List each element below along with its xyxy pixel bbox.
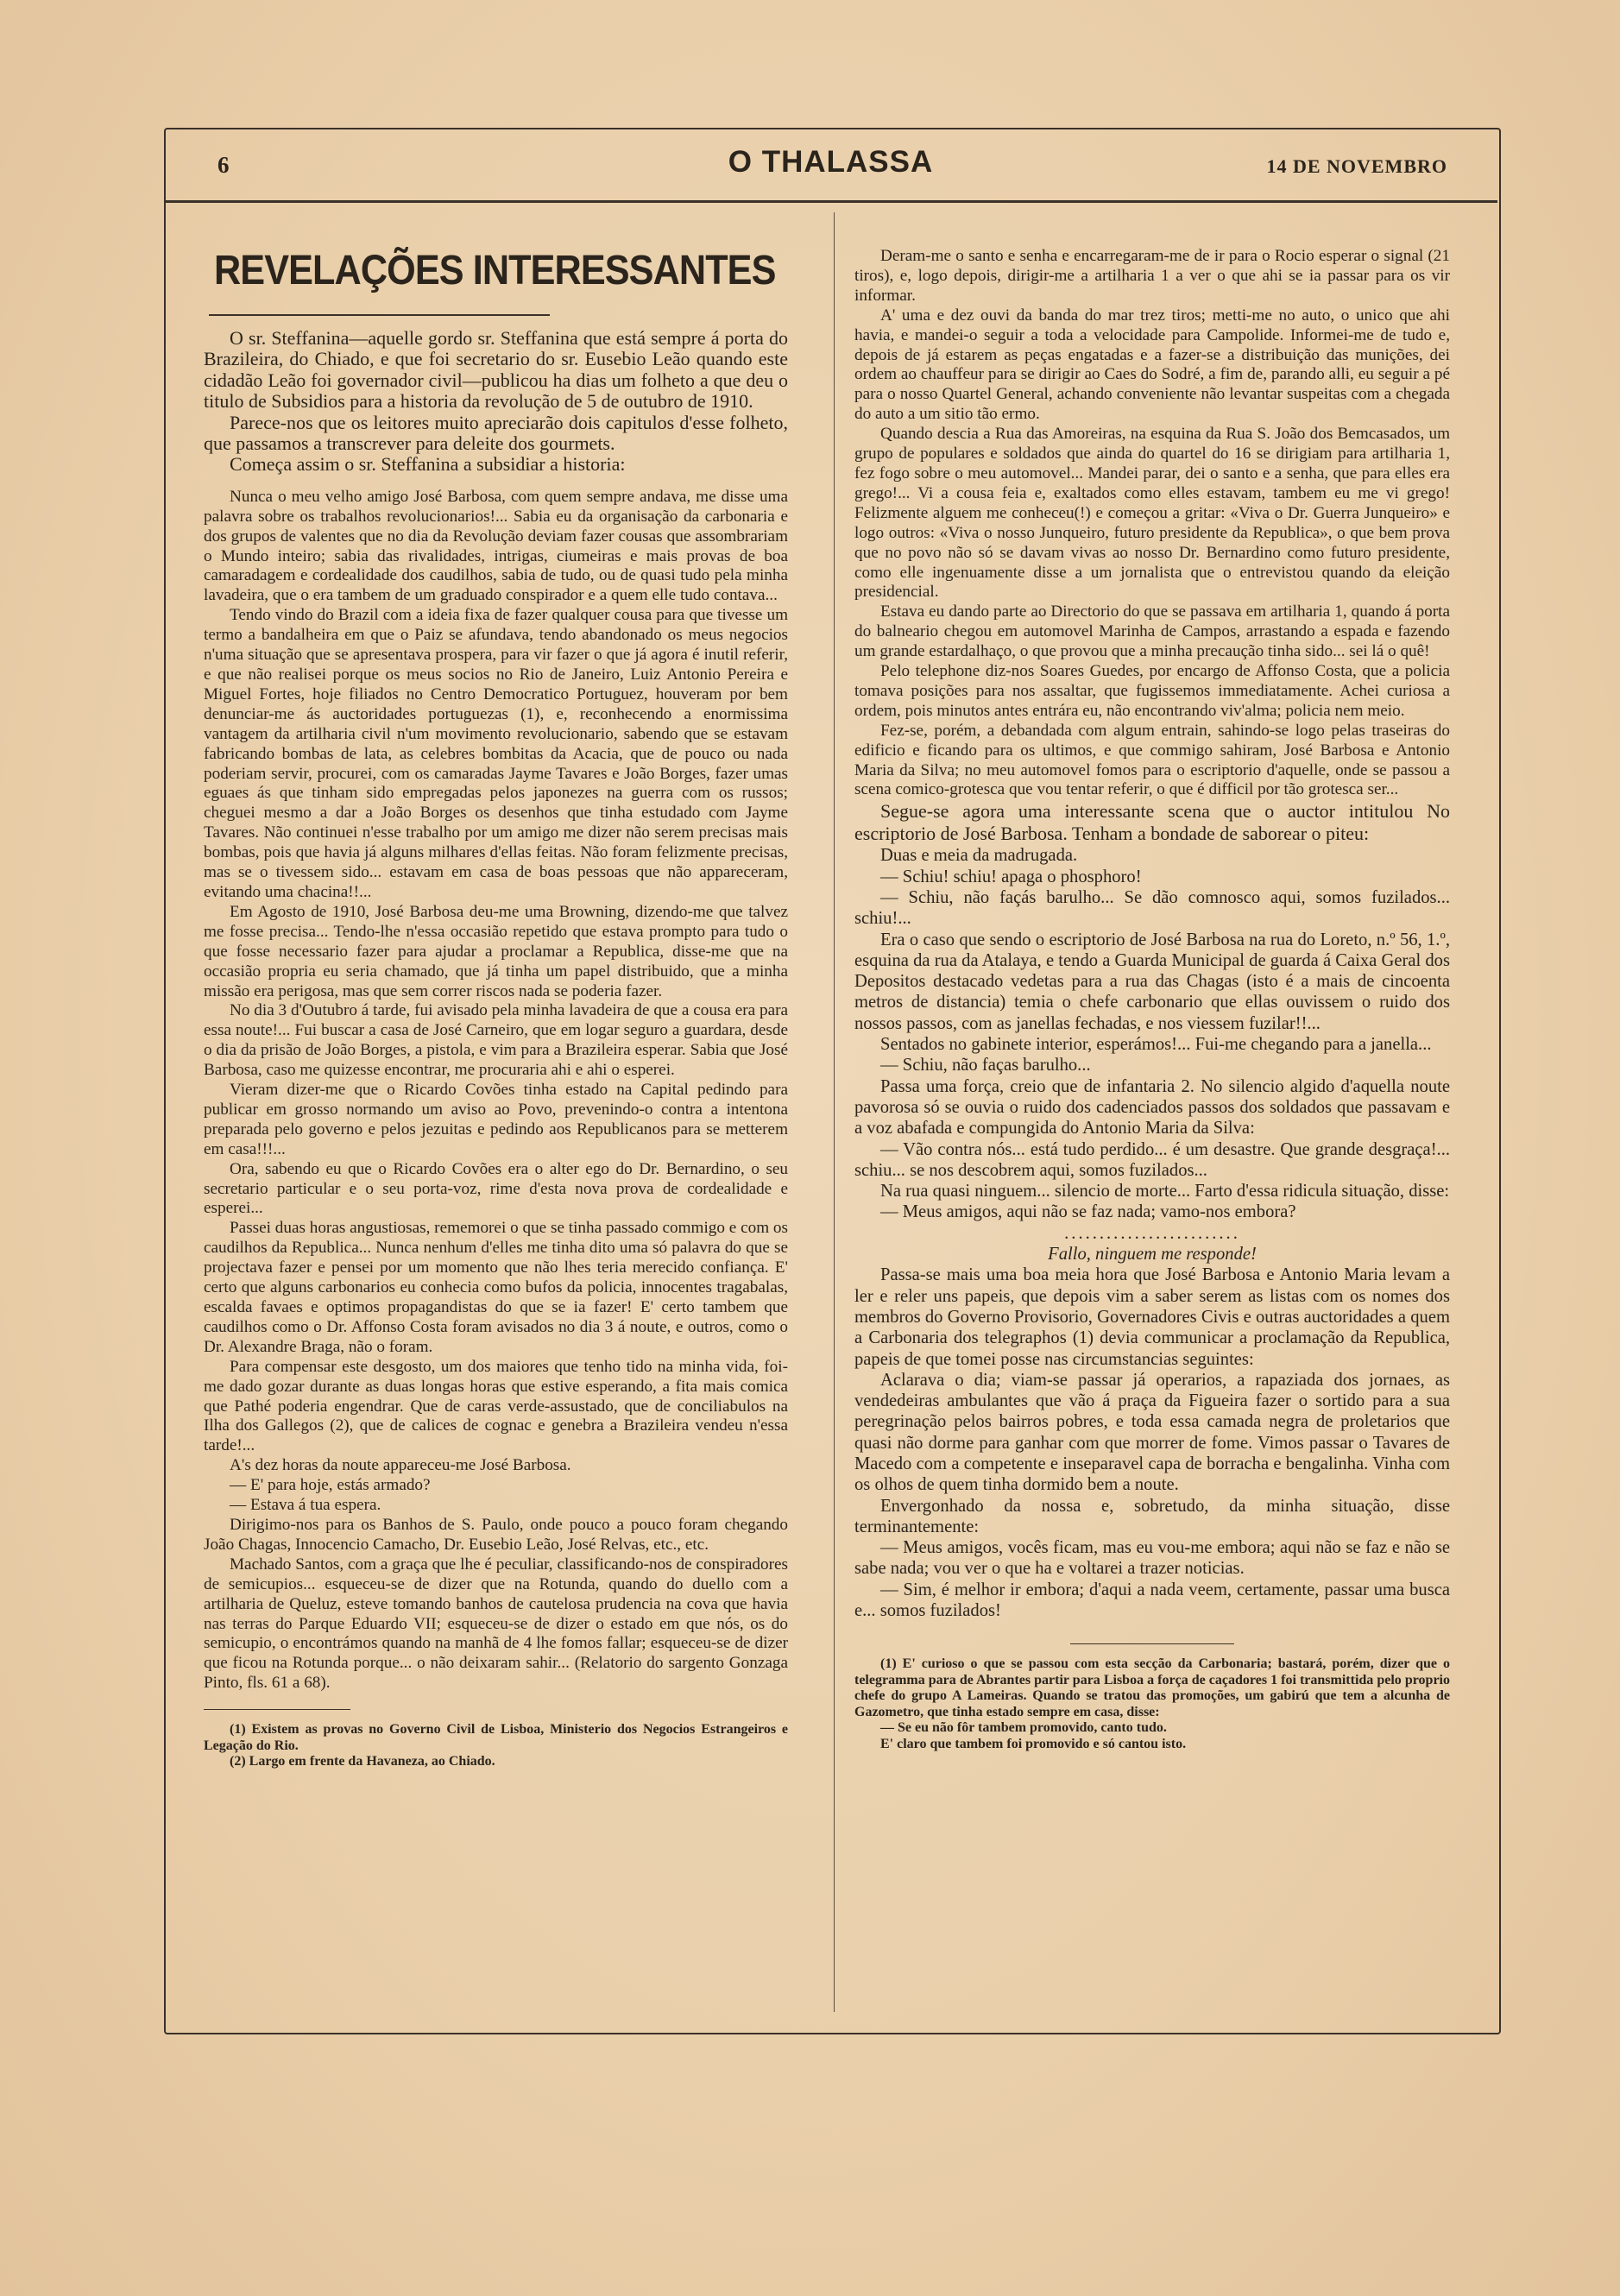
body-paragraph: Fez-se, porém, a debandada com algum entrain, sahindo-se logo pelas traseiras do edificio e ficando para os ultimos, e que commigo sahiram, José Barbosa e Antonio Maria da Silva; no meu automovel fomos para o escriptorio d'aquelle, onde se passou a scena comico-grotesca que vou tentar referir, o que é difficil por tão grotesca ser...: [854, 721, 1450, 799]
footnote: — Se eu não fôr tambem promovido, canto tudo.: [880, 1720, 1167, 1736]
body-paragraph: — E' para hoje, estás armado?: [230, 1476, 431, 1495]
body-paragraph: A' uma e dez ouvi da banda do mar trez tiros; metti-me no auto, o unico que ahi havia, e mandei-o seguir a toda a velocidade para Campolide. Informei-me de tudo e, depois de já estarem as peças engatadas e a fazer-se a distribuição das munições, dei ordem ao chauffeur para se dirigir ao Caes do Sodré, a fim de, parando alli, eu seguir a pé para o nosso Quartel General, achando conveniente não levantar suspeitas com a chegada do auto a um sitio tão ermo.: [854, 306, 1450, 424]
body-paragraph: Ora, sabendo eu que o Ricardo Covões era o alter ego do Dr. Bernardino, o seu secretario particular e o seu porta-voz, rime d'esta nova prova de cordealidade e esperei...: [204, 1159, 788, 1218]
scene-paragraph: — Sim, é melhor ir embora; d'aqui a nada veem, certamente, passar uma busca e... somos fuzilados!: [854, 1580, 1450, 1621]
body-paragraph: Deram-me o santo e senha e encarregaram-me de ir para o Rocio esperar o signal (21 tiros), e, logo depois, dirigir-me a artilharia 1 a ver o que ahi se ia passar para os vir informar.: [854, 247, 1450, 305]
issue-date: 14 DE NOVEMBRO: [1266, 155, 1447, 177]
body-paragraph: Quando descia a Rua das Amoreiras, na esquina da Rua S. João dos Bemcasados, um grupo de populares e soldados que ainda do quartel do 16 se dirigiam para artilharia 1, fez fogo sobre o meu automovel... Mandei parar, dei o santo e a senha, que para elles era grego!... Vi a cousa feia e, exaltados como elles estavam, tambem eu me vi grego! Felizmente alguem me conheceu(!) e começou a gritar: «Viva o Dr. Guerra Junqueiro» e logo outros: «Viva o nosso Junqueiro, futuro presidente da Republica», o que bem prova que no povo não só se davam vivas ao nosso Dr. Bernardino como futuro presidente, como elle ingenuamente disse a um jornalista que o entrevistou quando da eleição presidencial.: [854, 425, 1450, 602]
body-paragraph: Para compensar este desgosto, um dos maiores que tenho tido na minha vida, foi-me dado gozar durante as duas longas horas que estive esperando, a fita mais comica que Pathé poderia engendrar. Que de caras verde-assustado, que de conciliabulos na Ilha dos Gallegos (2), que de calices de cognac e genebra a Brazileira vendeu n'essa tarde!...: [204, 1357, 788, 1455]
intro-paragraph: Parece-nos que os leitores muito apreciarão dois capitulos d'esse folheto, que passamos a transcrever para deleite dos gourmets.: [204, 411, 788, 455]
page-header: [164, 145, 1497, 203]
body-paragraph: — Estava á tua espera.: [230, 1496, 381, 1515]
left-column: [204, 247, 788, 1770]
scene-paragraph: Sentados no gabinete interior, esperámos!... Fui-me chegando para a janella...: [880, 1035, 1432, 1055]
scene-paragraph: — Schiu! schiu! apaga o phosphoro!: [880, 867, 1142, 886]
scene-paragraph: — Schiu, não faças barulho...: [880, 1056, 1091, 1075]
scene-paragraph: Passa-se mais uma boa meia hora que José Barbosa e Antonio Maria levam a ler e reler uns papeis, que depois vim a saber serem as listas com os nomes dos membros do Governo Provisorio, Governadores Civis e outras auctoridades a quem a Carbonaria dos telegraphos (1) devia communicar a proclamação da Republica, papeis de que tomei posse nas circumstancias seguintes:: [854, 1265, 1450, 1369]
scene-paragraph: Passa uma força, creio que de infantaria 2. No silencio algido d'aquella noute pavorosa só se ouvia o ruido dos cadenciados passos dos soldados que passavam e a voz abafada e compungida do Antonio Maria da Silva:: [854, 1076, 1450, 1139]
body-paragraph: No dia 3 d'Outubro á tarde, fui avisado pela minha lavadeira de que a cousa era para essa noute!... Fui buscar a casa de José Carneiro, que em logar seguro a guardara, desde o dia da prisão de João Borges, a pistola, e vim para a Brazileira esperar. Sabia que José Barbosa, caso me quizesse encontrar, me procuraria ahi e ahi o esperei.: [204, 1001, 788, 1080]
scene-paragraph: Era o caso que sendo o escriptorio de José Barbosa na rua do Loreto, n.º 56, 1.º, esquina da rua da Atalaya, e tendo a Guarda Municipal de guarda á Caixa Geral dos Depositos destacado vedetas para a rua das Chagas (isto é a mais de cincoenta metros de distancia) temia o chefe carbonario que ellas ouvissem o ruido dos nossos passos, com as janellas fechadas, e nos viessem fuzilar!!...: [854, 930, 1450, 1033]
footnote: (1) Existem as provas no Governo Civil de Lisboa, Ministerio dos Negocios Estrangeiros e Legação do Rio.: [204, 1722, 788, 1753]
body-paragraph: Machado Santos, com a graça que lhe é peculiar, classificando-nos de conspiradores de semicupios... esqueceu-se de dizer que na Rotunda, quando do duello com a artilharia de Queluz, esteve tomando banhos de cautelosa prudencia na cova que havia nas terras do Parque Eduardo VII; esqueceu-se de dizer o estado em que nós, os do semicupio, o encontrámos quando na manhã de 4 lhe fomos fallar; esqueceu-se de dizer que ficou na Rotunda porque... o não deixaram sahir... (Relatorio do sargento Gonzaga Pinto, fls. 61 a 68).: [204, 1555, 788, 1693]
newspaper-title: O THALASSA: [728, 145, 934, 179]
footnote-rule: [204, 1709, 350, 1710]
footnote: E' claro que tambem foi promovido e só cantou isto.: [880, 1736, 1187, 1751]
right-column: [854, 247, 1450, 1752]
dotted-separator: .........................: [1064, 1223, 1240, 1243]
scene-paragraph: Envergonhado da nossa e, sobretudo, da minha situação, disse terminantemente:: [854, 1496, 1450, 1536]
scene-paragraph: — Meus amigos, aqui não se faz nada; vamo-nos embora?: [880, 1202, 1296, 1222]
scene-paragraph: — Schiu, não façás barulho... Se dão comnosco aqui, somos fuzilados... schiu!...: [854, 887, 1450, 929]
title-underline: [209, 314, 550, 316]
footnote: (1) E' curioso o que se passou com esta secção da Carbonaria; bastará, porém, dizer que o telegramma para de Abrantes partir para Lisboa a força de caçadores 1 foi transmittida pelo proprio chefe do grupo A Lameiras. Quando se tratou das promoções, um gabirú que tem a alcunha de Gazometro, que tinha estado sempre em casa, disse:: [854, 1656, 1450, 1719]
scene-paragraph: Duas e meia da madrugada.: [880, 846, 1078, 866]
scene-paragraph: — Vão contra nós... está tudo perdido... é um desastre. Que grande desgraça!... schiu... se nos descobrem aqui, somos fuzilados...: [854, 1139, 1450, 1180]
intro-paragraph: O sr. Steffanina—aquelle gordo sr. Steffanina que está sempre á porta do Brazileira, do Chiado, e que foi secretario do sr. Eusebio Leão quando este cidadão Leão foi governador civil—publicou ha dias um folheto a que deu o titulo de Subsidios para a historia da revolução de 5 de outubro de 1910.: [204, 327, 788, 413]
body-paragraph: Dirigimo-nos para os Banhos de S. Paulo, onde pouco a pouco foram chegando João Chagas, Innocencio Camacho, Dr. Eusebio Leão, José Relvas, etc., etc.: [204, 1515, 788, 1554]
italic-line: Fallo, ninguem me responde!: [1048, 1245, 1257, 1265]
intro-paragraph: Começa assim o sr. Steffanina a subsidiar a historia:: [230, 453, 626, 476]
body-paragraph: Nunca o meu velho amigo José Barbosa, com quem sempre andava, me disse uma palavra sobre os trabalhos revolucionarios!... Sabia eu da organisação da carbonaria e dos grupos de valentes que no dia da Revolução deviam fazer cousas que assombrariam o Mundo inteiro; sabia das rivalidades, intrigas, ciumeiras e mais provas de boa camaradagem e cordealidade dos caudilhos, sabia de tudo, ou de quasi tudo pela minha lavadeira, que o era tambem de um graduado conspirador e a quem elle tudo contava...: [204, 487, 788, 605]
scene-paragraph: Na rua quasi ninguem... silencio de morte... Farto d'essa ridicula situação, disse:: [880, 1182, 1450, 1202]
scene-paragraph: Aclarava o dia; viam-se passar já operarios, a rapaziada dos jornaes, as vendedeiras ambulantes que vão á praça da Figueira fazer o sortido para a sua peregrinação pelos bairros pobres, e toda essa camada negra de proletarios que quasi não dorme para ganhar com que morrer de fome. Vimos passar o Tavares de Macedo com a competente e inseparavel capa de borracha e bengalinha. Vinha com os olhos de quem tinha dormido bem a noute.: [854, 1370, 1450, 1495]
body-paragraph: Estava eu dando parte ao Directorio do que se passava em artilharia 1, quando á porta do balneario chegou em automovel Marinha de Campos, arrastando a espada e fazendo um grande estardalhaço, o que provou que a minha precaução tinha sido... sei lá o quê!: [854, 602, 1450, 661]
body-paragraph: A's dez horas da noute appareceu-me José Barbosa.: [230, 1456, 571, 1475]
body-paragraph: Vieram dizer-me que o Ricardo Covões tinha estado na Capital pedindo para publicar em grosso normando um aviso ao Povo, prevenindo-o contra a intentona preparada pelo governo e pelos jezuitas e pedindo aos Republicanos para se metterem em casa!!!...: [204, 1081, 788, 1158]
body-paragraph: Passei duas horas angustiosas, rememorei o que se tinha passado commigo e com os caudilhos da Republica... Nunca nenhum d'elles me tinha dito uma só palavra do que se projectava fazer e pensei por um momento que não lhes teria merecido confiança. E' certo que alguns carbonarios eu conhecia como bufos da policia, innocentes tragabalas, escalda favaes e optimos propagandistas do que se ia fazer! E' certo tambem que caudilhos como o Dr. Affonso Costa foram avisados no dia 3 á noute, e outros, como o Dr. Alexandre Braga, não o foram.: [204, 1219, 788, 1356]
scene-paragraph: — Meus amigos, vocês ficam, mas eu vou-me embora; aqui não se faz e não se sabe nada; vou ver o que ha e voltarei a trazer noticias.: [854, 1538, 1450, 1579]
page-number: 6: [217, 152, 230, 178]
column-divider: [834, 212, 835, 2012]
body-paragraph: Em Agosto de 1910, José Barbosa deu-me uma Browning, dizendo-me que talvez me fosse precisa... Tendo-lhe n'essa occasião repetido que estava prompto para tudo o que fosse necessario fazer para ajudar a proclamar a Republica, disse-me que na occasião propria eu seria chamado, que já tinha um papel distribuido, que a minha missão era perigosa, mas que sem correr riscos nada se poderia fazer.: [204, 902, 788, 1000]
scene-intro: Segue-se agora uma interessante scena que o auctor intitulou No escriptorio de José Barbosa. Tenham a bondade de saborear o piteu:: [854, 800, 1450, 845]
footnote-rule: [1070, 1643, 1234, 1644]
article-title: REVELAÇÕES INTERESSANTES: [214, 248, 776, 293]
body-paragraph: Pelo telephone diz-nos Soares Guedes, por encargo de Affonso Costa, que a policia tomava posições para nos assaltar, que fugissemos immediatamente. Achei curiosa a ordem, pois minutos antes entrára eu, não encontrando viv'alma; policia nem meio.: [854, 662, 1450, 720]
body-paragraph: Tendo vindo do Brazil com a ideia fixa de fazer qualquer cousa para que tivesse um termo a bandalheira em que o Paiz se afundava, tendo abandonado os meus negocios n'uma situação que se apresentava prospera, para vir fazer o que já agora é inutil referir, e que não realisei porque os meus socios no Rio de Janeiro, Luiz Antonio Pereira e Miguel Fortes, hoje filiados no Centro Democratico Portuguez, houveram por bem denunciar-me ás auctoridades portuguezas (1), e, reconhecendo a enormissima vantagem da artilharia civil n'um movimento revolucionario, sabendo que se estavam fabricando bombas de lata, as celebres bombitas da Acacia, que de pouco ou nada poderiam servir, procurei, com os camaradas Jayme Tavares e João Borges, fazer umas eguaes ás que tinham sido empregadas pelos japonezes na guerra com os russos; cheguei mesmo a dar a João Borges os desenhos que tinha estudado com Jayme Tavares. Não continuei n'esse trabalho por um amigo me dizer não serem precisas mais bombas, pois que havia já alguns milhares d'ellas feitas. Não foram felizmente precisas, mas se o tivessem sido... estavam em casa de boas pessoas que não appareceram, evitando uma chacina!!...: [204, 606, 788, 901]
footnote: (2) Largo em frente da Havaneza, ao Chiado.: [230, 1754, 495, 1769]
